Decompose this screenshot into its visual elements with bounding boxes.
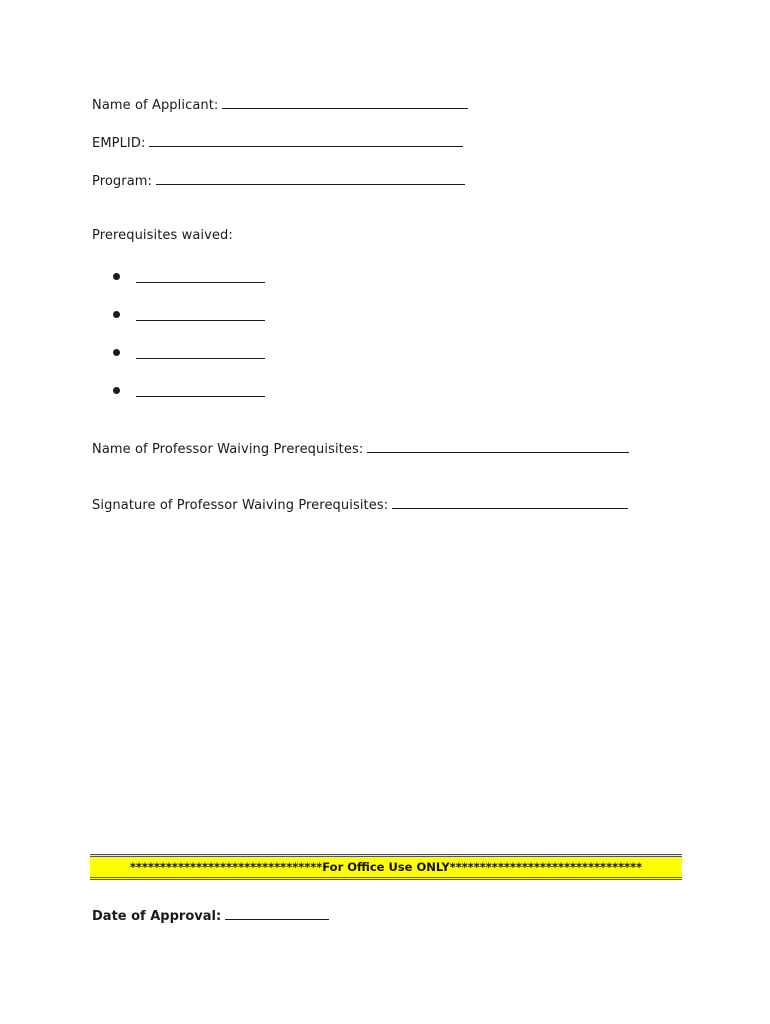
approval-date-row <box>92 907 329 925</box>
program-label: Program: <box>92 174 153 189</box>
program-row <box>92 172 465 190</box>
professor-signature-blank[interactable] <box>392 496 628 509</box>
professor-signature-row <box>92 496 628 514</box>
program-blank[interactable] <box>156 172 465 185</box>
prerequisite-blank[interactable] <box>136 270 265 283</box>
prerequisite-blank[interactable] <box>136 308 265 321</box>
professor-name-row <box>92 440 629 458</box>
applicant-name-blank[interactable] <box>222 96 468 109</box>
approval-date-blank[interactable] <box>225 907 329 920</box>
approval-date-label: Date of Approval: <box>92 909 222 924</box>
bullet-icon <box>113 387 120 394</box>
applicant-name-row <box>92 96 468 114</box>
professor-signature-label: Signature of Professor Waiving Prerequisites: <box>92 498 389 513</box>
bullet-icon <box>113 311 120 318</box>
prerequisite-blank[interactable] <box>136 384 265 397</box>
prerequisite-blank[interactable] <box>136 346 265 359</box>
emplid-label: EMPLID: <box>92 136 146 151</box>
office-use-banner: ********************************For Office Use ONLY******************************** <box>90 854 682 880</box>
bullet-icon <box>113 349 120 356</box>
bullet-icon <box>113 273 120 280</box>
emplid-blank[interactable] <box>149 134 463 147</box>
applicant-name-label: Name of Applicant: <box>92 98 219 113</box>
prerequisites-heading: Prerequisites waived: <box>92 228 233 243</box>
professor-name-label: Name of Professor Waiving Prerequisites: <box>92 442 364 457</box>
emplid-row <box>92 134 463 152</box>
professor-name-blank[interactable] <box>367 440 629 453</box>
